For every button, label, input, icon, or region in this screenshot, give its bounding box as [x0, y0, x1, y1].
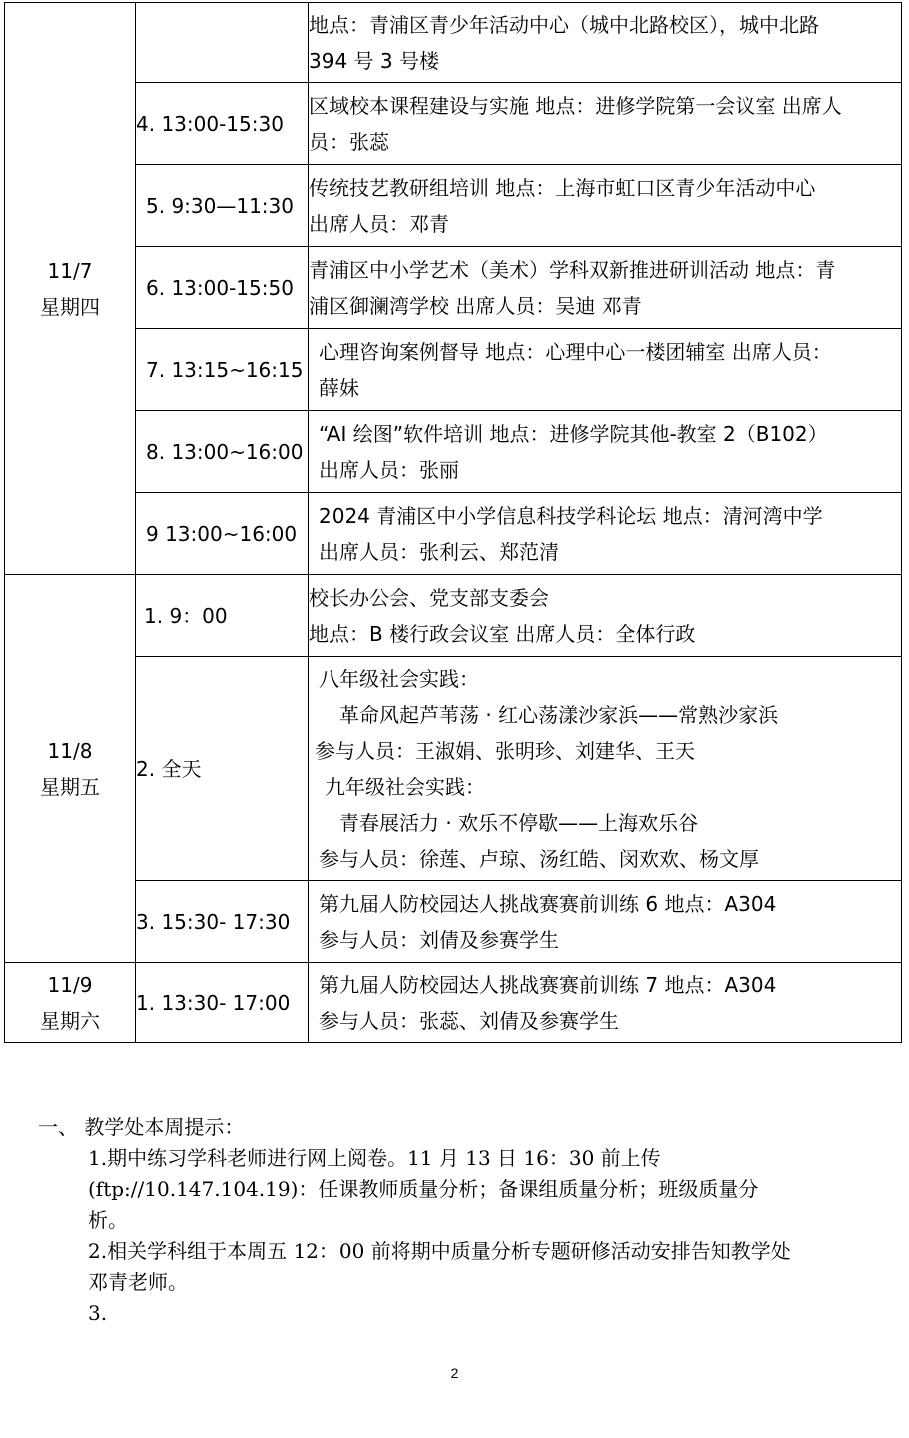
- event-line: 员：张蕊: [309, 129, 389, 154]
- event-line: 2024 青浦区中小学信息科技学科论坛 地点：清河湾中学: [319, 503, 823, 528]
- time-cell: 4. 13:00-15:30: [136, 83, 309, 165]
- event-line: 394 号 3 号楼: [309, 48, 439, 73]
- table-row: [5, 411, 902, 493]
- event-line: 薛妹: [319, 375, 359, 400]
- note-item-1: 1.期中练习学科老师进行网上阅卷。11 月 13 日 16：30 前上传: [88, 1146, 661, 1170]
- time-cell: 6. 13:00-15:50: [136, 247, 309, 329]
- event-line: 参与人员：徐莲、卢琼、汤红皓、闵欢欢、杨文厚: [319, 846, 759, 871]
- event-line: 地点：青浦区青少年活动中心（城中北路校区），城中北路: [309, 12, 819, 37]
- event-cell: [309, 493, 902, 575]
- note-item-2: 2.相关学科组于本周五 12：00 前将期中质量分析专题研修活动安排告知教学处: [88, 1239, 791, 1263]
- event-cell: [309, 411, 902, 493]
- event-line: 出席人员：邓青: [309, 211, 449, 236]
- event-cell: [309, 3, 902, 83]
- time-cell: 7. 13:15~16:15: [136, 329, 309, 411]
- event-line: 八年级社会实践：: [319, 666, 479, 691]
- event-line: 参与人员：刘倩及参赛学生: [319, 927, 559, 952]
- table-row: [5, 881, 902, 963]
- table-row: [5, 493, 902, 575]
- event-cell: [309, 575, 902, 657]
- event-line: 校长办公会、党支部支委会: [309, 585, 549, 610]
- event-line: 第九届人防校园达人挑战赛赛前训练 7 地点：A304: [319, 972, 777, 997]
- time-cell: 2. 全天: [136, 657, 309, 881]
- day-cell-thursday: [5, 3, 136, 575]
- event-cell: [309, 165, 902, 247]
- note-item-1-cont: 析。: [88, 1208, 128, 1232]
- day-weekday: 星期六: [40, 1008, 100, 1033]
- event-line: 参与人员：张蕊、刘倩及参赛学生: [319, 1008, 619, 1033]
- table-row: [5, 657, 902, 881]
- event-line: “AI 绘图”软件培训 地点：进修学院其他-教室 2（B102）: [319, 421, 828, 446]
- event-cell: [309, 657, 902, 881]
- time-cell: 9 13:00~16:00: [136, 493, 309, 575]
- table-row: [5, 329, 902, 411]
- event-line: 革命风起芦苇荡 · 红心荡漾沙家浜——常熟沙家浜: [339, 702, 779, 727]
- day-date: 11/8: [47, 738, 93, 763]
- event-line: 青浦区中小学艺术（美术）学科双新推进研训活动 地点：青: [309, 257, 836, 282]
- event-cell: [309, 963, 902, 1043]
- event-line: 地点：B 楼行政会议室 出席人员：全体行政: [309, 621, 696, 646]
- event-line: 出席人员：张利云、郑范清: [319, 539, 559, 564]
- event-line: 参与人员：王淑娟、张明珍、刘建华、王天: [315, 738, 695, 763]
- event-line: 青春展活力 · 欢乐不停歇——上海欢乐谷: [339, 810, 699, 835]
- event-line: 九年级社会实践：: [325, 774, 485, 799]
- page-number: 2: [450, 1365, 459, 1381]
- event-line: 第九届人防校园达人挑战赛赛前训练 6 地点：A304: [319, 891, 777, 916]
- table-row: [5, 3, 902, 83]
- table-row: [5, 963, 902, 1043]
- time-cell: 1. 13:30- 17:00: [136, 963, 309, 1043]
- time-cell: 5. 9:30—11:30: [136, 165, 309, 247]
- schedule-table: [4, 2, 902, 1043]
- day-weekday: 星期五: [40, 774, 100, 799]
- event-line: 出席人员：张丽: [319, 457, 459, 482]
- table-row: [5, 575, 902, 657]
- note-item-1-cont: (ftp://10.147.104.19)：任课教师质量分析；备课组质量分析；班级质量分: [88, 1177, 759, 1201]
- time-cell: 1. 9：00: [136, 575, 309, 657]
- note-item-2-cont: 邓青老师。: [88, 1270, 188, 1294]
- day-weekday: 星期四: [40, 294, 100, 319]
- event-cell: [309, 247, 902, 329]
- event-line: 传统技艺教研组培训 地点：上海市虹口区青少年活动中心: [309, 175, 816, 200]
- time-cell: 3. 15:30- 17:30: [136, 881, 309, 963]
- notes-heading: 一、 教学处本周提示：: [38, 1115, 245, 1139]
- event-cell: [309, 329, 902, 411]
- teaching-notes: [38, 1112, 878, 1329]
- day-date: 11/9: [47, 972, 93, 997]
- event-line: 浦区御澜湾学校 出席人员：吴迪 邓青: [309, 293, 642, 318]
- day-cell-friday: [5, 575, 136, 963]
- table-row: [5, 83, 902, 165]
- table-row: [5, 247, 902, 329]
- event-line: 心理咨询案例督导 地点：心理中心一楼团辅室 出席人员：: [319, 339, 832, 364]
- event-line: 区域校本课程建设与实施 地点：进修学院第一会议室 出席人: [309, 93, 842, 118]
- time-cell: 8. 13:00~16:00: [136, 411, 309, 493]
- time-cell: [136, 3, 309, 83]
- note-item-3: 3.: [88, 1301, 108, 1325]
- day-date: 11/7: [47, 258, 93, 283]
- event-cell: [309, 881, 902, 963]
- event-cell: [309, 83, 902, 165]
- table-row: [5, 165, 902, 247]
- day-cell-saturday: [5, 963, 136, 1043]
